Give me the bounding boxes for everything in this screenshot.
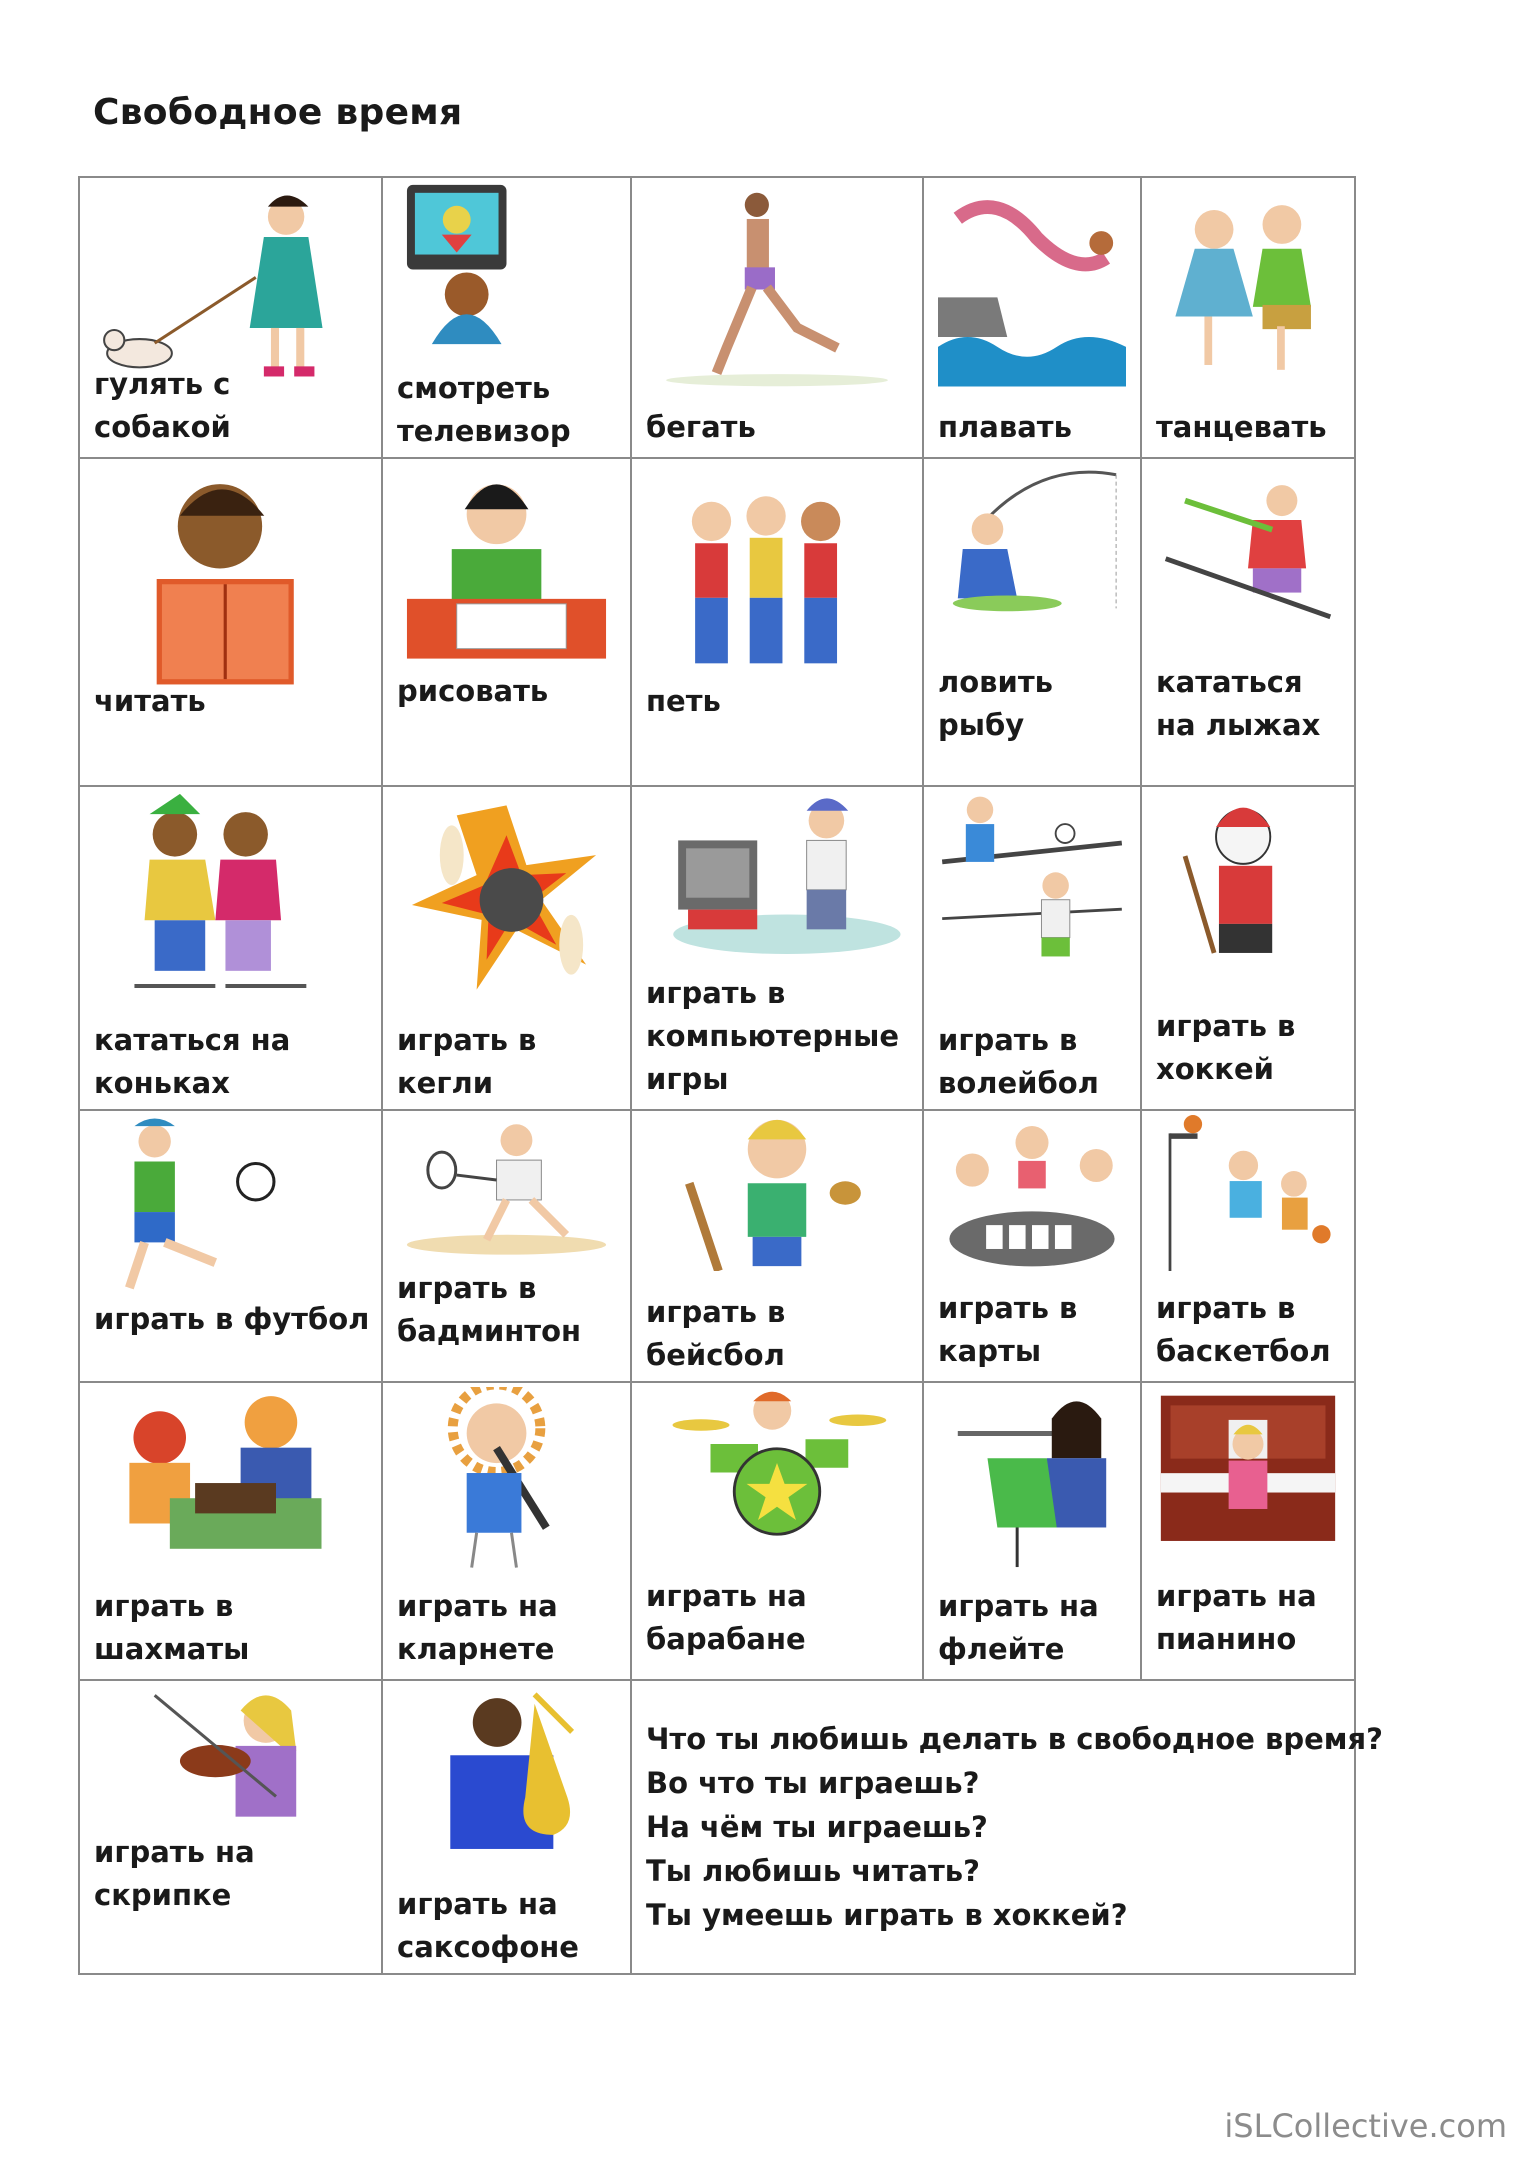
activity-cell bbox=[1141, 177, 1355, 458]
activity-cell bbox=[79, 1110, 382, 1382]
page-title: Свободное время bbox=[93, 92, 463, 133]
boy-computer-icon bbox=[646, 791, 908, 959]
volleyball-players-icon bbox=[938, 791, 1126, 999]
boy-reading-book-icon bbox=[94, 463, 367, 695]
activity-cell bbox=[79, 1680, 382, 1974]
girl-with-flute-icon bbox=[938, 1387, 1126, 1569]
activity-cell bbox=[631, 177, 923, 458]
kids-playing-cards-icon bbox=[938, 1115, 1126, 1271]
activity-cell bbox=[1141, 458, 1355, 786]
activity-label: играть в кегли bbox=[397, 1023, 537, 1100]
activity-label: ловить рыбу bbox=[938, 665, 1053, 742]
activity-cell bbox=[923, 458, 1141, 786]
boy-fishing-icon bbox=[938, 463, 1126, 625]
activity-label: играть в хоккей bbox=[1156, 1009, 1296, 1086]
activity-label: играть в баскетбол bbox=[1156, 1291, 1331, 1368]
person-diving-icon bbox=[938, 182, 1126, 393]
bowling-ball-pins-icon bbox=[397, 791, 616, 999]
activity-label: играть на кларнете bbox=[397, 1589, 558, 1666]
badminton-player-icon bbox=[397, 1115, 616, 1255]
activity-label: смотреть телевизор bbox=[397, 371, 571, 448]
activity-cell bbox=[382, 177, 631, 458]
activity-cell bbox=[79, 458, 382, 786]
questions-list bbox=[646, 1717, 1383, 1937]
activity-label: играть в бейсбол bbox=[646, 1295, 786, 1372]
activity-cell bbox=[1141, 786, 1355, 1110]
activity-cell bbox=[79, 177, 382, 458]
activity-cell bbox=[382, 458, 631, 786]
girl-with-clarinet-icon bbox=[397, 1387, 616, 1569]
activity-cell bbox=[923, 1382, 1141, 1680]
activity-label: играть в футбол bbox=[94, 1302, 370, 1336]
kids-singing-icon bbox=[646, 463, 908, 689]
question: Ты умеешь играть в хоккей? bbox=[646, 1898, 1128, 1932]
activity-cell bbox=[631, 786, 923, 1110]
man-with-saxophone-icon bbox=[397, 1685, 616, 1863]
activity-cell bbox=[382, 786, 631, 1110]
site-watermark: iSLCollective.com bbox=[1224, 2107, 1507, 2145]
questions-cell bbox=[631, 1680, 1383, 1974]
activity-cell bbox=[923, 786, 1141, 1110]
activity-label: играть на пианино bbox=[1156, 1579, 1317, 1656]
child-watching-tv-icon bbox=[397, 182, 616, 347]
activity-label: играть в волейбол bbox=[938, 1023, 1099, 1100]
kid-with-baseball-bat-icon bbox=[646, 1115, 908, 1271]
activity-label: играть в карты bbox=[938, 1291, 1078, 1368]
activity-cell bbox=[631, 1382, 923, 1680]
activity-label: читать bbox=[94, 684, 206, 718]
basketball-players-icon bbox=[1156, 1115, 1340, 1271]
activity-label: играть на саксофоне bbox=[397, 1887, 579, 1964]
girl-walking-dog-icon bbox=[94, 182, 367, 393]
girl-at-piano-icon bbox=[1156, 1387, 1340, 1569]
activity-label: кататься на лыжах bbox=[1156, 665, 1321, 742]
boy-drawing-icon bbox=[397, 463, 616, 675]
activity-label: играть на скрипке bbox=[94, 1835, 255, 1912]
girl-with-violin-icon bbox=[94, 1685, 367, 1827]
activity-label: плавать bbox=[938, 410, 1072, 444]
skier-icon bbox=[1156, 463, 1340, 635]
activity-label: танцевать bbox=[1156, 410, 1327, 444]
activity-label: гулять с собакой bbox=[94, 367, 231, 444]
question: На чём ты играешь? bbox=[646, 1810, 988, 1844]
activity-cell bbox=[382, 1110, 631, 1382]
activity-cell bbox=[382, 1382, 631, 1680]
activity-label: играть на барабане bbox=[646, 1579, 807, 1656]
activity-cell bbox=[631, 1110, 923, 1382]
kids-ice-skating-icon bbox=[94, 791, 367, 999]
question: Во что ты играешь? bbox=[646, 1766, 980, 1800]
woman-running-icon bbox=[646, 182, 908, 393]
activity-label: кататься на коньках bbox=[94, 1023, 291, 1100]
kid-kicking-ball-icon bbox=[94, 1115, 367, 1299]
activity-label: бегать bbox=[646, 410, 756, 444]
activity-cell bbox=[1141, 1382, 1355, 1680]
activity-label: рисовать bbox=[397, 674, 549, 708]
activity-cell bbox=[382, 1680, 631, 1974]
activity-cell bbox=[923, 177, 1141, 458]
activity-cell bbox=[631, 458, 923, 786]
activity-label: играть в компьютерные игры bbox=[646, 976, 900, 1096]
activity-cell bbox=[79, 786, 382, 1110]
activity-label: играть в бадминтон bbox=[397, 1271, 582, 1348]
boy-with-drums-icon bbox=[646, 1387, 908, 1539]
activity-label: играть на флейте bbox=[938, 1589, 1099, 1666]
activity-cell bbox=[923, 1110, 1141, 1382]
activity-label: петь bbox=[646, 684, 721, 718]
activity-cell bbox=[1141, 1110, 1355, 1382]
people-playing-chess-icon bbox=[94, 1387, 367, 1569]
hockey-player-icon bbox=[1156, 791, 1340, 989]
activities-table bbox=[78, 176, 1383, 1975]
question: Что ты любишь делать в свободное время? bbox=[646, 1722, 1383, 1756]
activity-label: играть в шахматы bbox=[94, 1589, 250, 1666]
question: Ты любишь читать? bbox=[646, 1854, 980, 1888]
activity-cell bbox=[79, 1382, 382, 1680]
kids-dancing-icon bbox=[1156, 182, 1340, 393]
